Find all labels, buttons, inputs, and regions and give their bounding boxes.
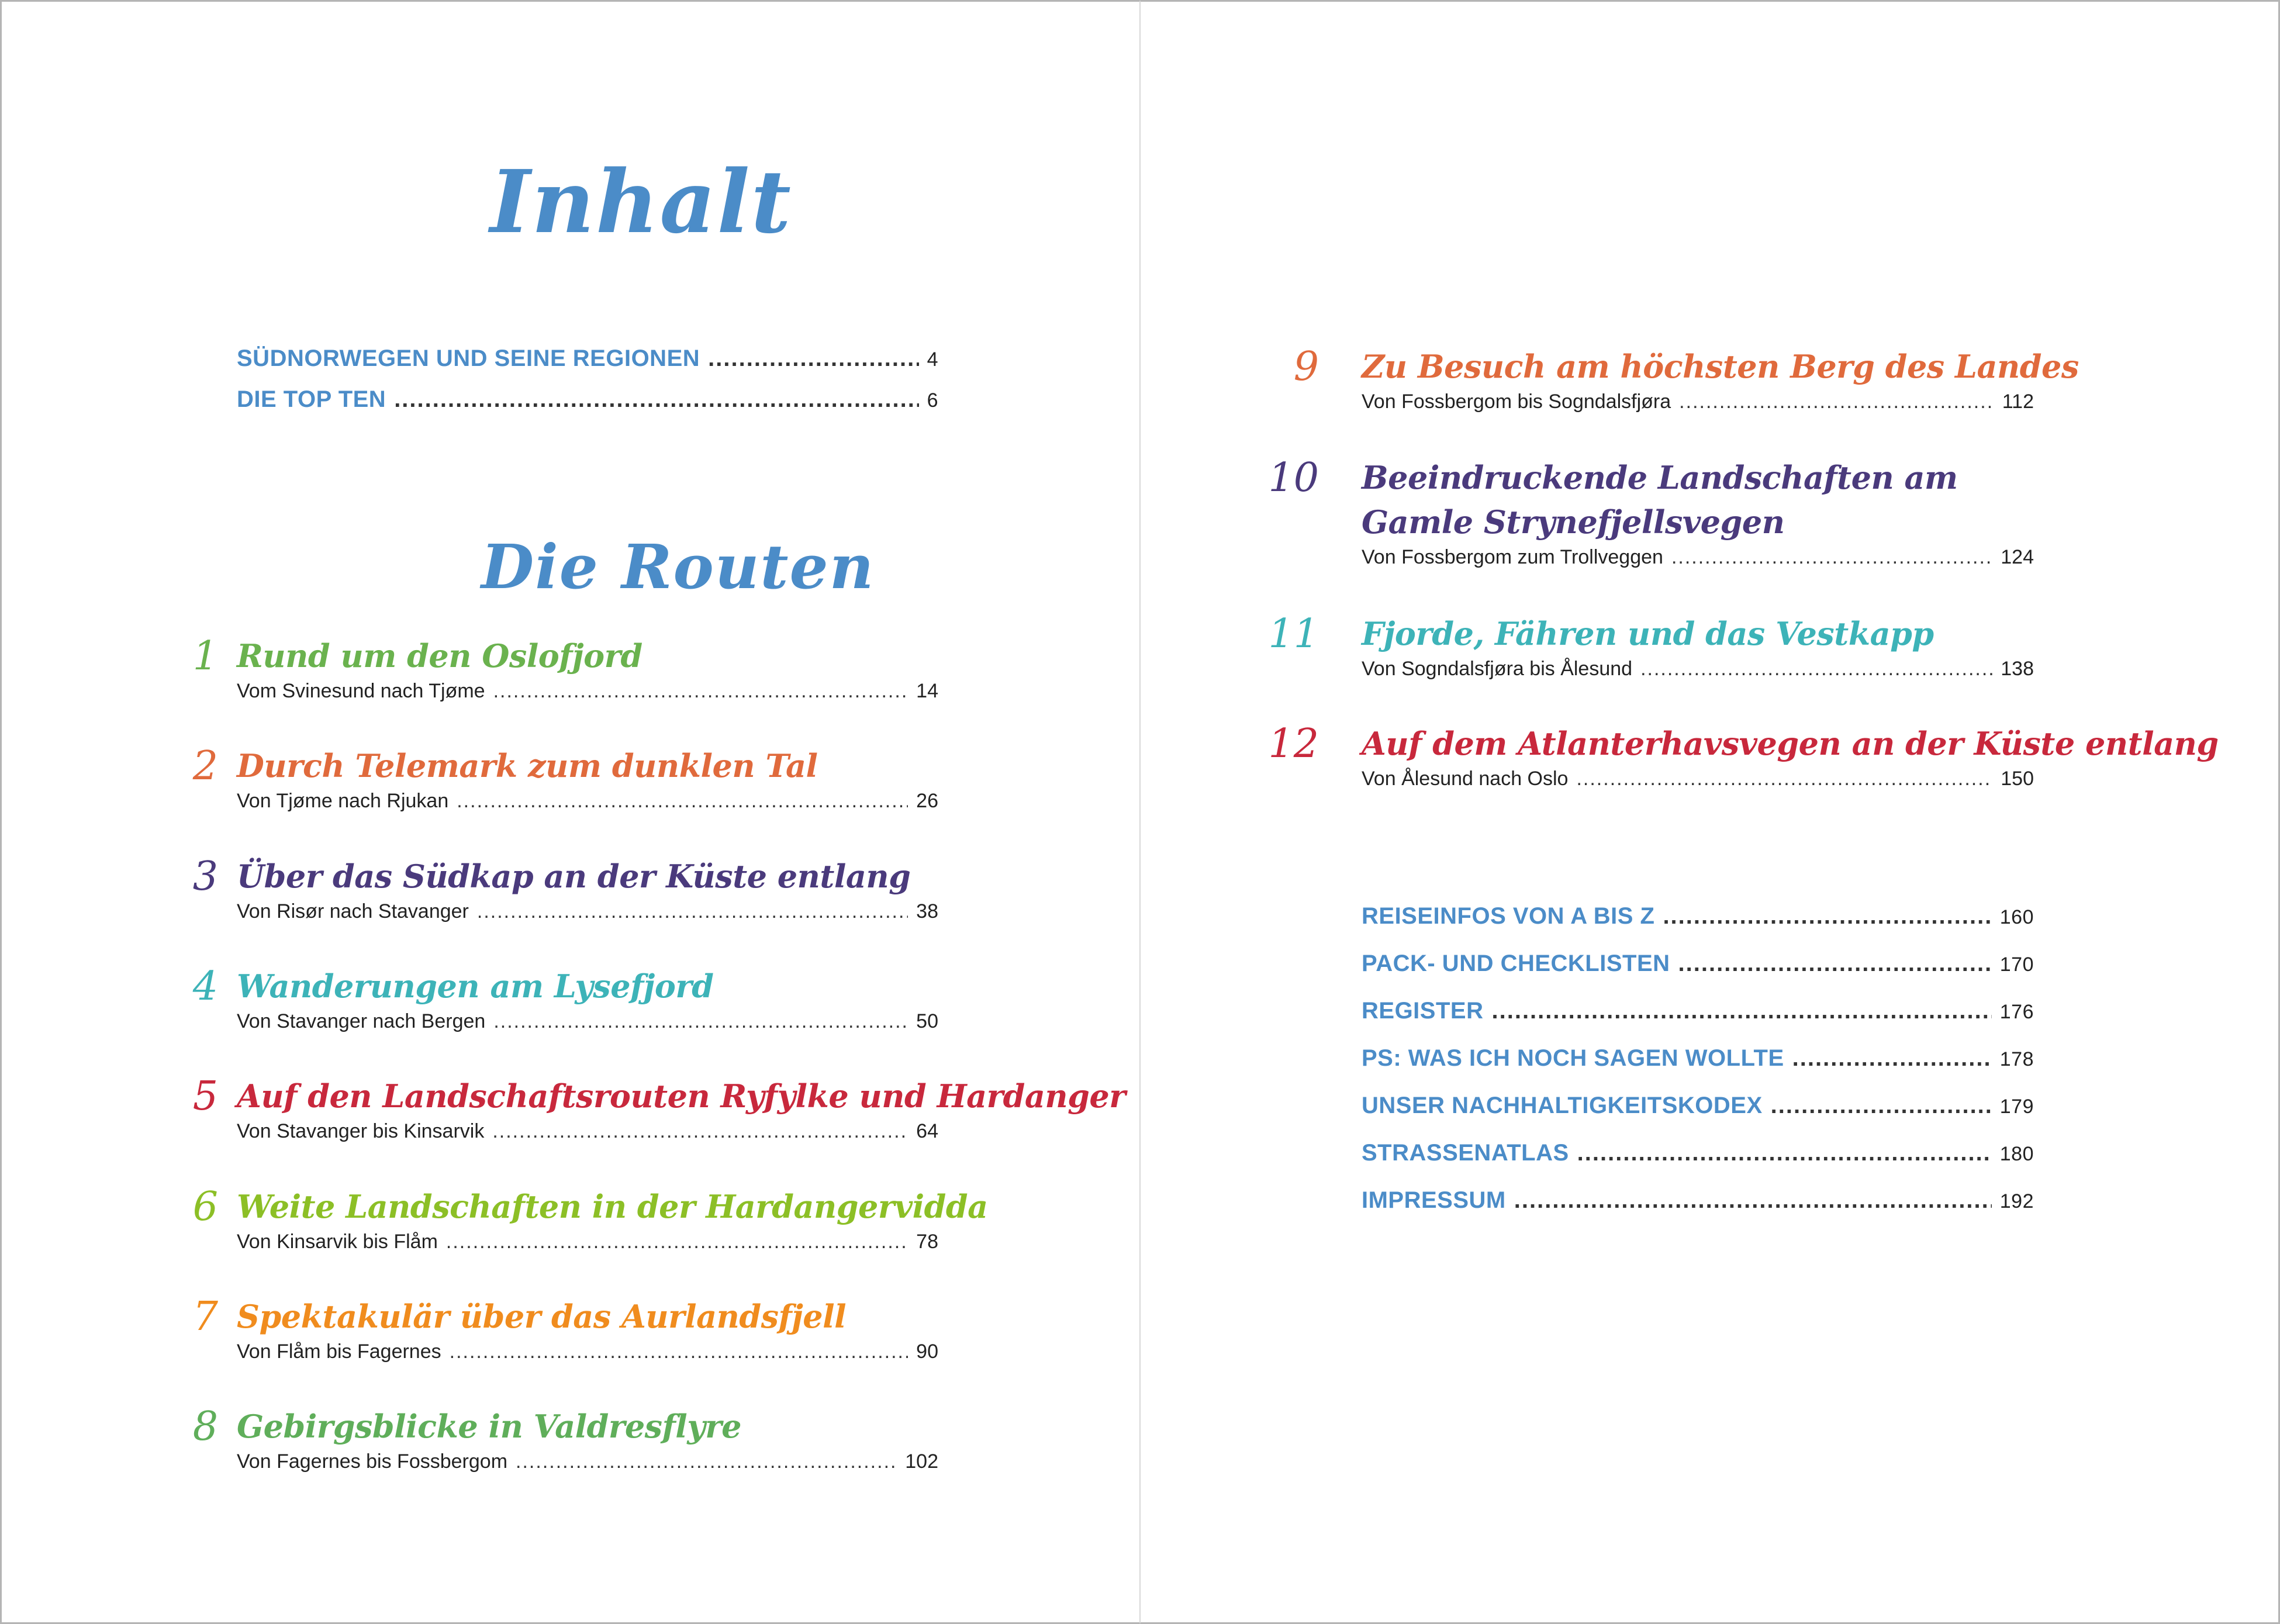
route-subtitle: Von Fagernes bis Fossbergom	[237, 1450, 508, 1473]
route-subtitle: Von Kinsarvik bis Flåm	[237, 1231, 438, 1253]
route-subtitle-row	[237, 900, 938, 923]
route-subtitle: Von Risør nach Stavanger	[237, 900, 469, 922]
route-title: Wanderungen am Lysefjord	[237, 968, 714, 1005]
right-page	[1140, 0, 2280, 1624]
route-title: Durch Telemark zum dunklen Tal	[237, 747, 818, 785]
route-page: 138	[2001, 658, 2034, 680]
route-number: 5	[192, 1073, 218, 1119]
route-subtitle: Von Tjøme nach Rjukan	[237, 790, 449, 812]
route-subtitle-row	[237, 1450, 938, 1473]
route-subtitle-row	[237, 680, 938, 703]
route-number: 1	[192, 633, 218, 679]
toc-entry-page: 4	[927, 348, 938, 371]
dot-leader	[450, 1340, 908, 1363]
route-number: 11	[1268, 611, 1319, 657]
toc-entry-label: DIE TOP TEN	[237, 386, 386, 412]
appendix-page: 180	[1999, 1143, 2034, 1165]
route-page: 78	[916, 1231, 938, 1253]
dot-leader	[1491, 998, 1991, 1024]
route-title: Gebirgsblicke in Valdresflyre	[237, 1408, 741, 1445]
route-page: 26	[916, 790, 938, 812]
route-subtitle-row	[237, 1231, 938, 1253]
route-page: 50	[916, 1010, 938, 1032]
appendix-page: 179	[1999, 1096, 2034, 1118]
appendix-entry-strassenatlas[interactable]	[1362, 1140, 2034, 1166]
route-page: 124	[2001, 546, 2034, 568]
appendix-label: IMPRESSUM	[1362, 1187, 1506, 1213]
route-title: Zu Besuch am höchsten Berg des Landes	[1362, 348, 2079, 385]
appendix-entry-kodex[interactable]	[1362, 1093, 2034, 1119]
route-page: 150	[2001, 768, 2034, 790]
route-subtitle-row	[1362, 391, 2034, 413]
route-subtitle: Von Fossbergom bis Sogndalsfjøra	[1362, 391, 1671, 413]
appendix-entry-register[interactable]	[1362, 998, 2034, 1024]
dot-leader	[446, 1231, 908, 1253]
route-subtitle-row	[1362, 546, 2034, 569]
route-subtitle-row	[1362, 658, 2034, 680]
appendix-label: STRASSENATLAS	[1362, 1140, 1569, 1166]
route-subtitle: Von Sogndalsfjøra bis Ålesund	[1362, 658, 1633, 680]
route-number: 4	[192, 963, 218, 1010]
appendix-page: 192	[1999, 1190, 2034, 1212]
dot-leader	[493, 1010, 908, 1033]
appendix-page: 178	[1999, 1048, 2034, 1070]
toc-entry-regions[interactable]	[237, 345, 938, 372]
route-number: 3	[192, 854, 218, 900]
dot-leader	[1663, 903, 1991, 930]
dot-leader	[516, 1450, 897, 1473]
dot-leader	[1678, 951, 1992, 977]
route-title: Fjorde, Fähren und das Vestkapp	[1362, 615, 1934, 652]
appendix-entry-reiseinfos[interactable]	[1362, 903, 2034, 930]
route-number: 10	[1268, 455, 1319, 501]
route-title: Spektakulär über das Aurlandsfjell	[237, 1298, 847, 1335]
route-subtitle: Von Flåm bis Fagernes	[237, 1340, 441, 1363]
route-page: 112	[2002, 391, 2034, 413]
route-number: 6	[192, 1184, 218, 1230]
dot-leader	[1577, 1140, 1992, 1166]
route-title: Weite Landschaften in der Hardangervidda	[237, 1188, 988, 1225]
route-number: 9	[1293, 344, 1319, 390]
route-subtitle: Von Fossbergom zum Trollveggen	[1362, 546, 1663, 568]
appendix-label: UNSER NACHHALTIGKEITSKODEX	[1362, 1093, 1763, 1118]
route-subtitle: Von Stavanger bis Kinsarvik	[237, 1120, 485, 1142]
route-number: 2	[192, 743, 218, 789]
dot-leader	[1640, 658, 1992, 680]
route-subtitle-row	[237, 790, 938, 813]
toc-entry-label: SÜDNORWEGEN UND SEINE REGIONEN	[237, 345, 700, 371]
route-subtitle: Von Ålesund nach Oslo	[1362, 768, 1569, 790]
dot-leader	[477, 900, 908, 923]
route-title: Auf dem Atlanterhavsvegen an der Küste entlang	[1362, 725, 2219, 762]
appendix-entry-ps[interactable]	[1362, 1045, 2034, 1072]
appendix-label: REISEINFOS VON A BIS Z	[1362, 903, 1655, 929]
route-subtitle: Vom Svinesund nach Tjøme	[237, 680, 485, 702]
dot-leader	[708, 345, 918, 372]
route-title: Auf den Landschaftsrouten Ryfylke und Hardanger	[237, 1077, 1126, 1115]
route-number: 8	[192, 1404, 218, 1450]
appendix-page: 170	[1999, 953, 2034, 976]
route-subtitle-row	[237, 1120, 938, 1143]
dot-leader	[493, 680, 908, 703]
route-subtitle: Von Stavanger nach Bergen	[237, 1010, 486, 1032]
route-page: 14	[916, 680, 938, 702]
appendix-label: PACK- UND CHECKLISTEN	[1362, 951, 1670, 976]
dot-leader	[1576, 768, 1992, 790]
route-title: Über das Südkap an der Küste entlang	[237, 858, 911, 895]
route-number: 12	[1268, 721, 1319, 767]
route-page: 38	[916, 900, 938, 922]
appendix-label: REGISTER	[1362, 998, 1484, 1024]
dot-leader	[492, 1120, 908, 1143]
appendix-entry-checklisten[interactable]	[1362, 951, 2034, 977]
dot-leader	[1679, 391, 1994, 413]
page-title: Inhalt	[490, 151, 792, 253]
route-page: 64	[916, 1120, 938, 1142]
route-subtitle-row	[1362, 768, 2034, 790]
dot-leader	[394, 386, 918, 413]
appendix-page: 176	[1999, 1001, 2034, 1023]
route-title-line-2: Gamle Strynefjellsvegen	[1362, 503, 1785, 541]
route-page: 102	[905, 1450, 938, 1473]
route-subtitle-row	[237, 1340, 938, 1363]
route-title: Rund um den Oslofjord	[237, 637, 642, 675]
route-number: 7	[192, 1294, 218, 1340]
toc-entry-page: 6	[927, 389, 938, 412]
routes-heading: Die Routen	[481, 531, 875, 603]
dot-leader	[1792, 1045, 1992, 1072]
route-title-line-1: Beeindruckende Landschaften am	[1362, 459, 1958, 496]
appendix-page: 160	[1999, 906, 2034, 928]
dot-leader	[1671, 546, 1992, 569]
dot-leader	[457, 790, 908, 813]
route-subtitle-row	[237, 1010, 938, 1033]
route-page: 90	[916, 1340, 938, 1363]
toc-entry-top-ten[interactable]	[237, 386, 938, 413]
dot-leader	[1771, 1093, 1992, 1119]
appendix-label: PS: WAS ICH NOCH SAGEN WOLLTE	[1362, 1045, 1784, 1071]
dot-leader	[1514, 1187, 1992, 1214]
appendix-entry-impressum[interactable]	[1362, 1187, 2034, 1214]
